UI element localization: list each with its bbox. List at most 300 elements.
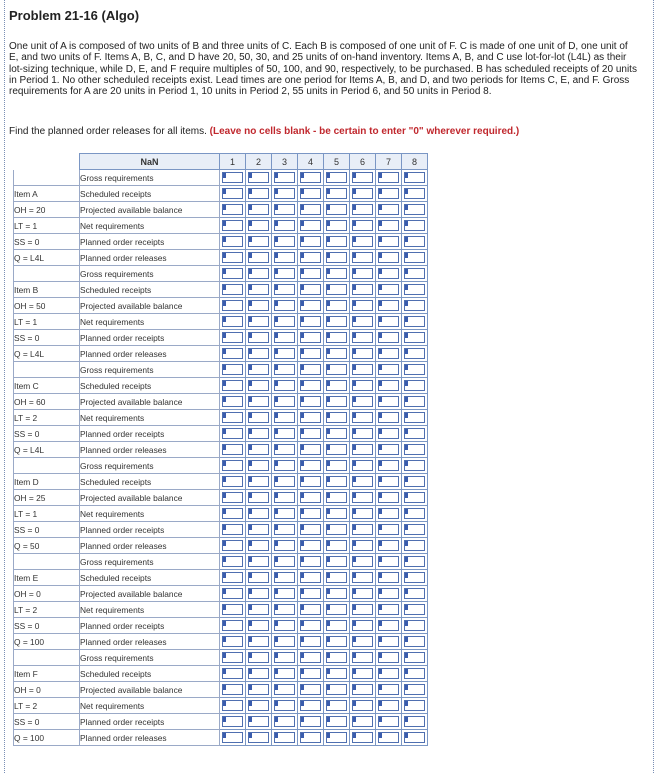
answer-input[interactable] <box>404 620 425 631</box>
answer-input[interactable] <box>248 220 269 231</box>
answer-input[interactable] <box>326 412 347 423</box>
answer-input[interactable] <box>378 444 399 455</box>
answer-input[interactable] <box>300 684 321 695</box>
answer-input[interactable] <box>326 604 347 615</box>
answer-input[interactable] <box>352 284 373 295</box>
answer-input[interactable] <box>248 588 269 599</box>
answer-input[interactable] <box>378 348 399 359</box>
answer-input[interactable] <box>378 284 399 295</box>
answer-input[interactable] <box>222 524 243 535</box>
answer-input[interactable] <box>352 300 373 311</box>
answer-input[interactable] <box>352 684 373 695</box>
answer-input[interactable] <box>222 300 243 311</box>
answer-input[interactable] <box>404 204 425 215</box>
answer-input[interactable] <box>222 476 243 487</box>
answer-input[interactable] <box>378 316 399 327</box>
answer-input[interactable] <box>378 204 399 215</box>
answer-input[interactable] <box>404 732 425 743</box>
answer-input[interactable] <box>352 508 373 519</box>
answer-input[interactable] <box>222 364 243 375</box>
answer-input[interactable] <box>300 332 321 343</box>
answer-input[interactable] <box>222 348 243 359</box>
period-cell <box>402 202 428 218</box>
answer-input[interactable] <box>248 460 269 471</box>
answer-input[interactable] <box>300 572 321 583</box>
answer-input[interactable] <box>378 428 399 439</box>
answer-input[interactable] <box>300 380 321 391</box>
answer-input[interactable] <box>378 588 399 599</box>
answer-input[interactable] <box>404 444 425 455</box>
answer-input[interactable] <box>352 732 373 743</box>
answer-input[interactable] <box>248 380 269 391</box>
answer-input[interactable] <box>248 716 269 727</box>
answer-input[interactable] <box>248 364 269 375</box>
answer-input[interactable] <box>326 300 347 311</box>
answer-input[interactable] <box>404 252 425 263</box>
answer-input[interactable] <box>248 604 269 615</box>
answer-input[interactable] <box>222 652 243 663</box>
answer-input[interactable] <box>378 572 399 583</box>
answer-input[interactable] <box>378 524 399 535</box>
answer-input[interactable] <box>300 236 321 247</box>
answer-input[interactable] <box>274 364 295 375</box>
answer-input[interactable] <box>222 172 243 183</box>
answer-input[interactable] <box>326 732 347 743</box>
row-label: Planned order releases <box>80 346 220 362</box>
answer-input[interactable] <box>274 476 295 487</box>
answer-input[interactable] <box>274 268 295 279</box>
answer-input[interactable] <box>300 508 321 519</box>
answer-input[interactable] <box>274 460 295 471</box>
answer-input[interactable] <box>248 668 269 679</box>
answer-input[interactable] <box>274 332 295 343</box>
answer-input[interactable] <box>378 268 399 279</box>
answer-input[interactable] <box>352 652 373 663</box>
answer-input[interactable] <box>300 524 321 535</box>
answer-input[interactable] <box>378 620 399 631</box>
answer-input[interactable] <box>404 476 425 487</box>
answer-input[interactable] <box>300 636 321 647</box>
answer-input[interactable] <box>352 700 373 711</box>
answer-input[interactable] <box>300 492 321 503</box>
answer-input[interactable] <box>378 252 399 263</box>
answer-input[interactable] <box>378 412 399 423</box>
answer-input[interactable] <box>248 620 269 631</box>
answer-input[interactable] <box>404 668 425 679</box>
answer-input[interactable] <box>326 444 347 455</box>
answer-input[interactable] <box>248 540 269 551</box>
answer-input[interactable] <box>404 652 425 663</box>
answer-input[interactable] <box>300 540 321 551</box>
answer-input[interactable] <box>352 332 373 343</box>
answer-input[interactable] <box>352 444 373 455</box>
answer-input[interactable] <box>248 396 269 407</box>
answer-input[interactable] <box>300 668 321 679</box>
answer-input[interactable] <box>222 316 243 327</box>
answer-input[interactable] <box>404 284 425 295</box>
answer-input[interactable] <box>222 636 243 647</box>
answer-input[interactable] <box>404 716 425 727</box>
answer-input[interactable] <box>352 604 373 615</box>
answer-input[interactable] <box>222 732 243 743</box>
answer-input[interactable] <box>300 700 321 711</box>
answer-input[interactable] <box>274 684 295 695</box>
answer-input[interactable] <box>404 588 425 599</box>
answer-input[interactable] <box>248 188 269 199</box>
answer-input[interactable] <box>404 300 425 311</box>
answer-input[interactable] <box>248 236 269 247</box>
answer-input[interactable] <box>404 460 425 471</box>
answer-input[interactable] <box>404 428 425 439</box>
answer-input[interactable] <box>248 476 269 487</box>
answer-input[interactable] <box>378 492 399 503</box>
answer-input[interactable] <box>378 716 399 727</box>
answer-input[interactable] <box>274 572 295 583</box>
answer-input[interactable] <box>326 668 347 679</box>
answer-input[interactable] <box>274 508 295 519</box>
answer-input[interactable] <box>404 572 425 583</box>
answer-input[interactable] <box>248 428 269 439</box>
mrp-row <box>14 266 428 282</box>
answer-input[interactable] <box>326 284 347 295</box>
answer-input[interactable] <box>300 188 321 199</box>
answer-input[interactable] <box>274 172 295 183</box>
answer-input[interactable] <box>222 252 243 263</box>
answer-input[interactable] <box>222 684 243 695</box>
answer-input[interactable] <box>274 524 295 535</box>
answer-input[interactable] <box>404 364 425 375</box>
answer-input[interactable] <box>248 556 269 567</box>
answer-input[interactable] <box>352 556 373 567</box>
answer-input[interactable] <box>326 652 347 663</box>
answer-input[interactable] <box>274 348 295 359</box>
answer-input[interactable] <box>352 476 373 487</box>
answer-input[interactable] <box>404 236 425 247</box>
answer-input[interactable] <box>222 556 243 567</box>
answer-input[interactable] <box>352 396 373 407</box>
answer-input[interactable] <box>248 652 269 663</box>
answer-input[interactable] <box>222 572 243 583</box>
answer-input[interactable] <box>300 284 321 295</box>
answer-input[interactable] <box>404 508 425 519</box>
answer-input[interactable] <box>274 492 295 503</box>
answer-input[interactable] <box>222 396 243 407</box>
answer-input[interactable] <box>248 284 269 295</box>
answer-input[interactable] <box>326 572 347 583</box>
answer-input[interactable] <box>248 636 269 647</box>
answer-input[interactable] <box>326 716 347 727</box>
answer-input[interactable] <box>248 252 269 263</box>
answer-input[interactable] <box>404 524 425 535</box>
answer-input[interactable] <box>300 204 321 215</box>
answer-input[interactable] <box>222 284 243 295</box>
answer-input[interactable] <box>326 684 347 695</box>
answer-input[interactable] <box>378 220 399 231</box>
answer-input[interactable] <box>326 540 347 551</box>
answer-input[interactable] <box>248 204 269 215</box>
answer-input[interactable] <box>326 508 347 519</box>
answer-input[interactable] <box>300 412 321 423</box>
answer-input[interactable] <box>248 444 269 455</box>
answer-input[interactable] <box>326 620 347 631</box>
answer-input[interactable] <box>274 588 295 599</box>
answer-input[interactable] <box>274 188 295 199</box>
answer-input[interactable] <box>352 220 373 231</box>
answer-input[interactable] <box>326 524 347 535</box>
answer-input[interactable] <box>300 316 321 327</box>
answer-input[interactable] <box>404 188 425 199</box>
period-cell <box>220 602 246 618</box>
answer-input[interactable] <box>378 476 399 487</box>
answer-input[interactable] <box>300 300 321 311</box>
answer-input[interactable] <box>300 268 321 279</box>
answer-input[interactable] <box>352 668 373 679</box>
answer-input[interactable] <box>404 316 425 327</box>
answer-input[interactable] <box>326 188 347 199</box>
answer-input[interactable] <box>274 732 295 743</box>
answer-input[interactable] <box>352 620 373 631</box>
period-cell <box>272 698 298 714</box>
answer-input[interactable] <box>378 604 399 615</box>
answer-input[interactable] <box>326 172 347 183</box>
answer-input[interactable] <box>352 716 373 727</box>
answer-input[interactable] <box>326 460 347 471</box>
answer-input[interactable] <box>378 300 399 311</box>
answer-input[interactable] <box>222 460 243 471</box>
answer-input[interactable] <box>352 204 373 215</box>
answer-input[interactable] <box>300 620 321 631</box>
answer-input[interactable] <box>404 556 425 567</box>
answer-input[interactable] <box>274 428 295 439</box>
answer-input[interactable] <box>300 556 321 567</box>
answer-input[interactable] <box>378 652 399 663</box>
answer-input[interactable] <box>326 252 347 263</box>
answer-input[interactable] <box>326 348 347 359</box>
answer-input[interactable] <box>222 428 243 439</box>
period-cell <box>402 458 428 474</box>
answer-input[interactable] <box>352 588 373 599</box>
answer-input[interactable] <box>300 172 321 183</box>
answer-input[interactable] <box>326 316 347 327</box>
answer-input[interactable] <box>274 716 295 727</box>
answer-input[interactable] <box>222 492 243 503</box>
answer-input[interactable] <box>326 556 347 567</box>
answer-input[interactable] <box>222 204 243 215</box>
answer-input[interactable] <box>352 428 373 439</box>
answer-input[interactable] <box>378 508 399 519</box>
answer-input[interactable] <box>404 700 425 711</box>
answer-input[interactable] <box>378 540 399 551</box>
answer-input[interactable] <box>222 220 243 231</box>
answer-input[interactable] <box>222 588 243 599</box>
period-cell <box>220 570 246 586</box>
answer-input[interactable] <box>352 460 373 471</box>
answer-input[interactable] <box>378 332 399 343</box>
answer-input[interactable] <box>352 348 373 359</box>
answer-input[interactable] <box>222 380 243 391</box>
answer-input[interactable] <box>326 396 347 407</box>
answer-input[interactable] <box>378 236 399 247</box>
answer-input[interactable] <box>404 412 425 423</box>
answer-input[interactable] <box>352 380 373 391</box>
answer-input[interactable] <box>274 236 295 247</box>
answer-input[interactable] <box>222 540 243 551</box>
answer-input[interactable] <box>248 700 269 711</box>
answer-input[interactable] <box>274 380 295 391</box>
answer-input[interactable] <box>378 172 399 183</box>
answer-input[interactable] <box>222 268 243 279</box>
answer-input[interactable] <box>274 300 295 311</box>
answer-input[interactable] <box>300 444 321 455</box>
answer-input[interactable] <box>378 732 399 743</box>
answer-input[interactable] <box>326 364 347 375</box>
answer-input[interactable] <box>404 380 425 391</box>
answer-input[interactable] <box>300 252 321 263</box>
answer-input[interactable] <box>274 204 295 215</box>
answer-input[interactable] <box>404 172 425 183</box>
answer-input[interactable] <box>248 684 269 695</box>
answer-input[interactable] <box>404 220 425 231</box>
answer-input[interactable] <box>404 348 425 359</box>
answer-input[interactable] <box>404 604 425 615</box>
answer-input[interactable] <box>274 604 295 615</box>
answer-input[interactable] <box>300 220 321 231</box>
answer-input[interactable] <box>222 332 243 343</box>
answer-input[interactable] <box>404 492 425 503</box>
answer-input[interactable] <box>404 332 425 343</box>
answer-input[interactable] <box>352 540 373 551</box>
answer-input[interactable] <box>248 572 269 583</box>
answer-input[interactable] <box>248 332 269 343</box>
answer-input[interactable] <box>300 476 321 487</box>
answer-input[interactable] <box>300 604 321 615</box>
answer-input[interactable] <box>274 620 295 631</box>
answer-input[interactable] <box>326 268 347 279</box>
answer-input[interactable] <box>222 716 243 727</box>
answer-input[interactable] <box>326 380 347 391</box>
answer-input[interactable] <box>274 396 295 407</box>
answer-input[interactable] <box>248 492 269 503</box>
answer-input[interactable] <box>300 428 321 439</box>
answer-input[interactable] <box>274 444 295 455</box>
answer-input[interactable] <box>274 316 295 327</box>
answer-input[interactable] <box>326 332 347 343</box>
answer-input[interactable] <box>378 700 399 711</box>
answer-input[interactable] <box>326 428 347 439</box>
answer-input[interactable] <box>300 396 321 407</box>
answer-input[interactable] <box>378 668 399 679</box>
answer-input[interactable] <box>248 412 269 423</box>
answer-input[interactable] <box>326 476 347 487</box>
answer-input[interactable] <box>274 284 295 295</box>
period-cell <box>350 426 376 442</box>
answer-input[interactable] <box>222 604 243 615</box>
answer-input[interactable] <box>274 636 295 647</box>
answer-input[interactable] <box>248 316 269 327</box>
answer-input[interactable] <box>300 460 321 471</box>
answer-input[interactable] <box>222 620 243 631</box>
period-cell <box>272 666 298 682</box>
answer-input[interactable] <box>248 508 269 519</box>
answer-input[interactable] <box>248 172 269 183</box>
answer-input[interactable] <box>378 684 399 695</box>
answer-input[interactable] <box>300 652 321 663</box>
answer-input[interactable] <box>404 684 425 695</box>
answer-input[interactable] <box>222 412 243 423</box>
answer-input[interactable] <box>352 316 373 327</box>
answer-input[interactable] <box>404 396 425 407</box>
answer-input[interactable] <box>300 364 321 375</box>
answer-input[interactable] <box>378 460 399 471</box>
answer-input[interactable] <box>352 636 373 647</box>
answer-input[interactable] <box>274 556 295 567</box>
answer-input[interactable] <box>274 652 295 663</box>
answer-input[interactable] <box>352 524 373 535</box>
answer-input[interactable] <box>326 236 347 247</box>
answer-input[interactable] <box>352 412 373 423</box>
answer-input[interactable] <box>326 636 347 647</box>
answer-input[interactable] <box>274 412 295 423</box>
answer-input[interactable] <box>352 236 373 247</box>
answer-input[interactable] <box>326 204 347 215</box>
answer-input[interactable] <box>404 268 425 279</box>
answer-input[interactable] <box>222 668 243 679</box>
answer-input[interactable] <box>326 700 347 711</box>
answer-input[interactable] <box>274 540 295 551</box>
answer-input[interactable] <box>378 556 399 567</box>
answer-input[interactable] <box>326 588 347 599</box>
answer-input[interactable] <box>248 268 269 279</box>
answer-input[interactable] <box>222 508 243 519</box>
answer-input[interactable] <box>248 348 269 359</box>
answer-input[interactable] <box>300 348 321 359</box>
answer-input[interactable] <box>352 364 373 375</box>
answer-input[interactable] <box>352 268 373 279</box>
answer-input[interactable] <box>274 700 295 711</box>
answer-input[interactable] <box>274 220 295 231</box>
answer-input[interactable] <box>222 700 243 711</box>
answer-input[interactable] <box>378 364 399 375</box>
answer-input[interactable] <box>222 444 243 455</box>
answer-input[interactable] <box>352 252 373 263</box>
answer-input[interactable] <box>378 188 399 199</box>
answer-input[interactable] <box>274 252 295 263</box>
answer-input[interactable] <box>352 188 373 199</box>
answer-input[interactable] <box>378 636 399 647</box>
answer-input[interactable] <box>300 716 321 727</box>
answer-input[interactable] <box>352 572 373 583</box>
answer-input[interactable] <box>300 588 321 599</box>
answer-input[interactable] <box>248 300 269 311</box>
answer-input[interactable] <box>248 524 269 535</box>
answer-input[interactable] <box>404 636 425 647</box>
answer-input[interactable] <box>378 396 399 407</box>
answer-input[interactable] <box>378 380 399 391</box>
period-cell <box>220 730 246 746</box>
answer-input[interactable] <box>326 220 347 231</box>
answer-input[interactable] <box>248 732 269 743</box>
answer-input[interactable] <box>222 236 243 247</box>
answer-input[interactable] <box>222 188 243 199</box>
answer-input[interactable] <box>274 668 295 679</box>
answer-input[interactable] <box>352 172 373 183</box>
answer-input[interactable] <box>352 492 373 503</box>
answer-input[interactable] <box>404 540 425 551</box>
period-cell <box>220 186 246 202</box>
answer-input[interactable] <box>326 492 347 503</box>
period-cell <box>324 282 350 298</box>
answer-input[interactable] <box>300 732 321 743</box>
